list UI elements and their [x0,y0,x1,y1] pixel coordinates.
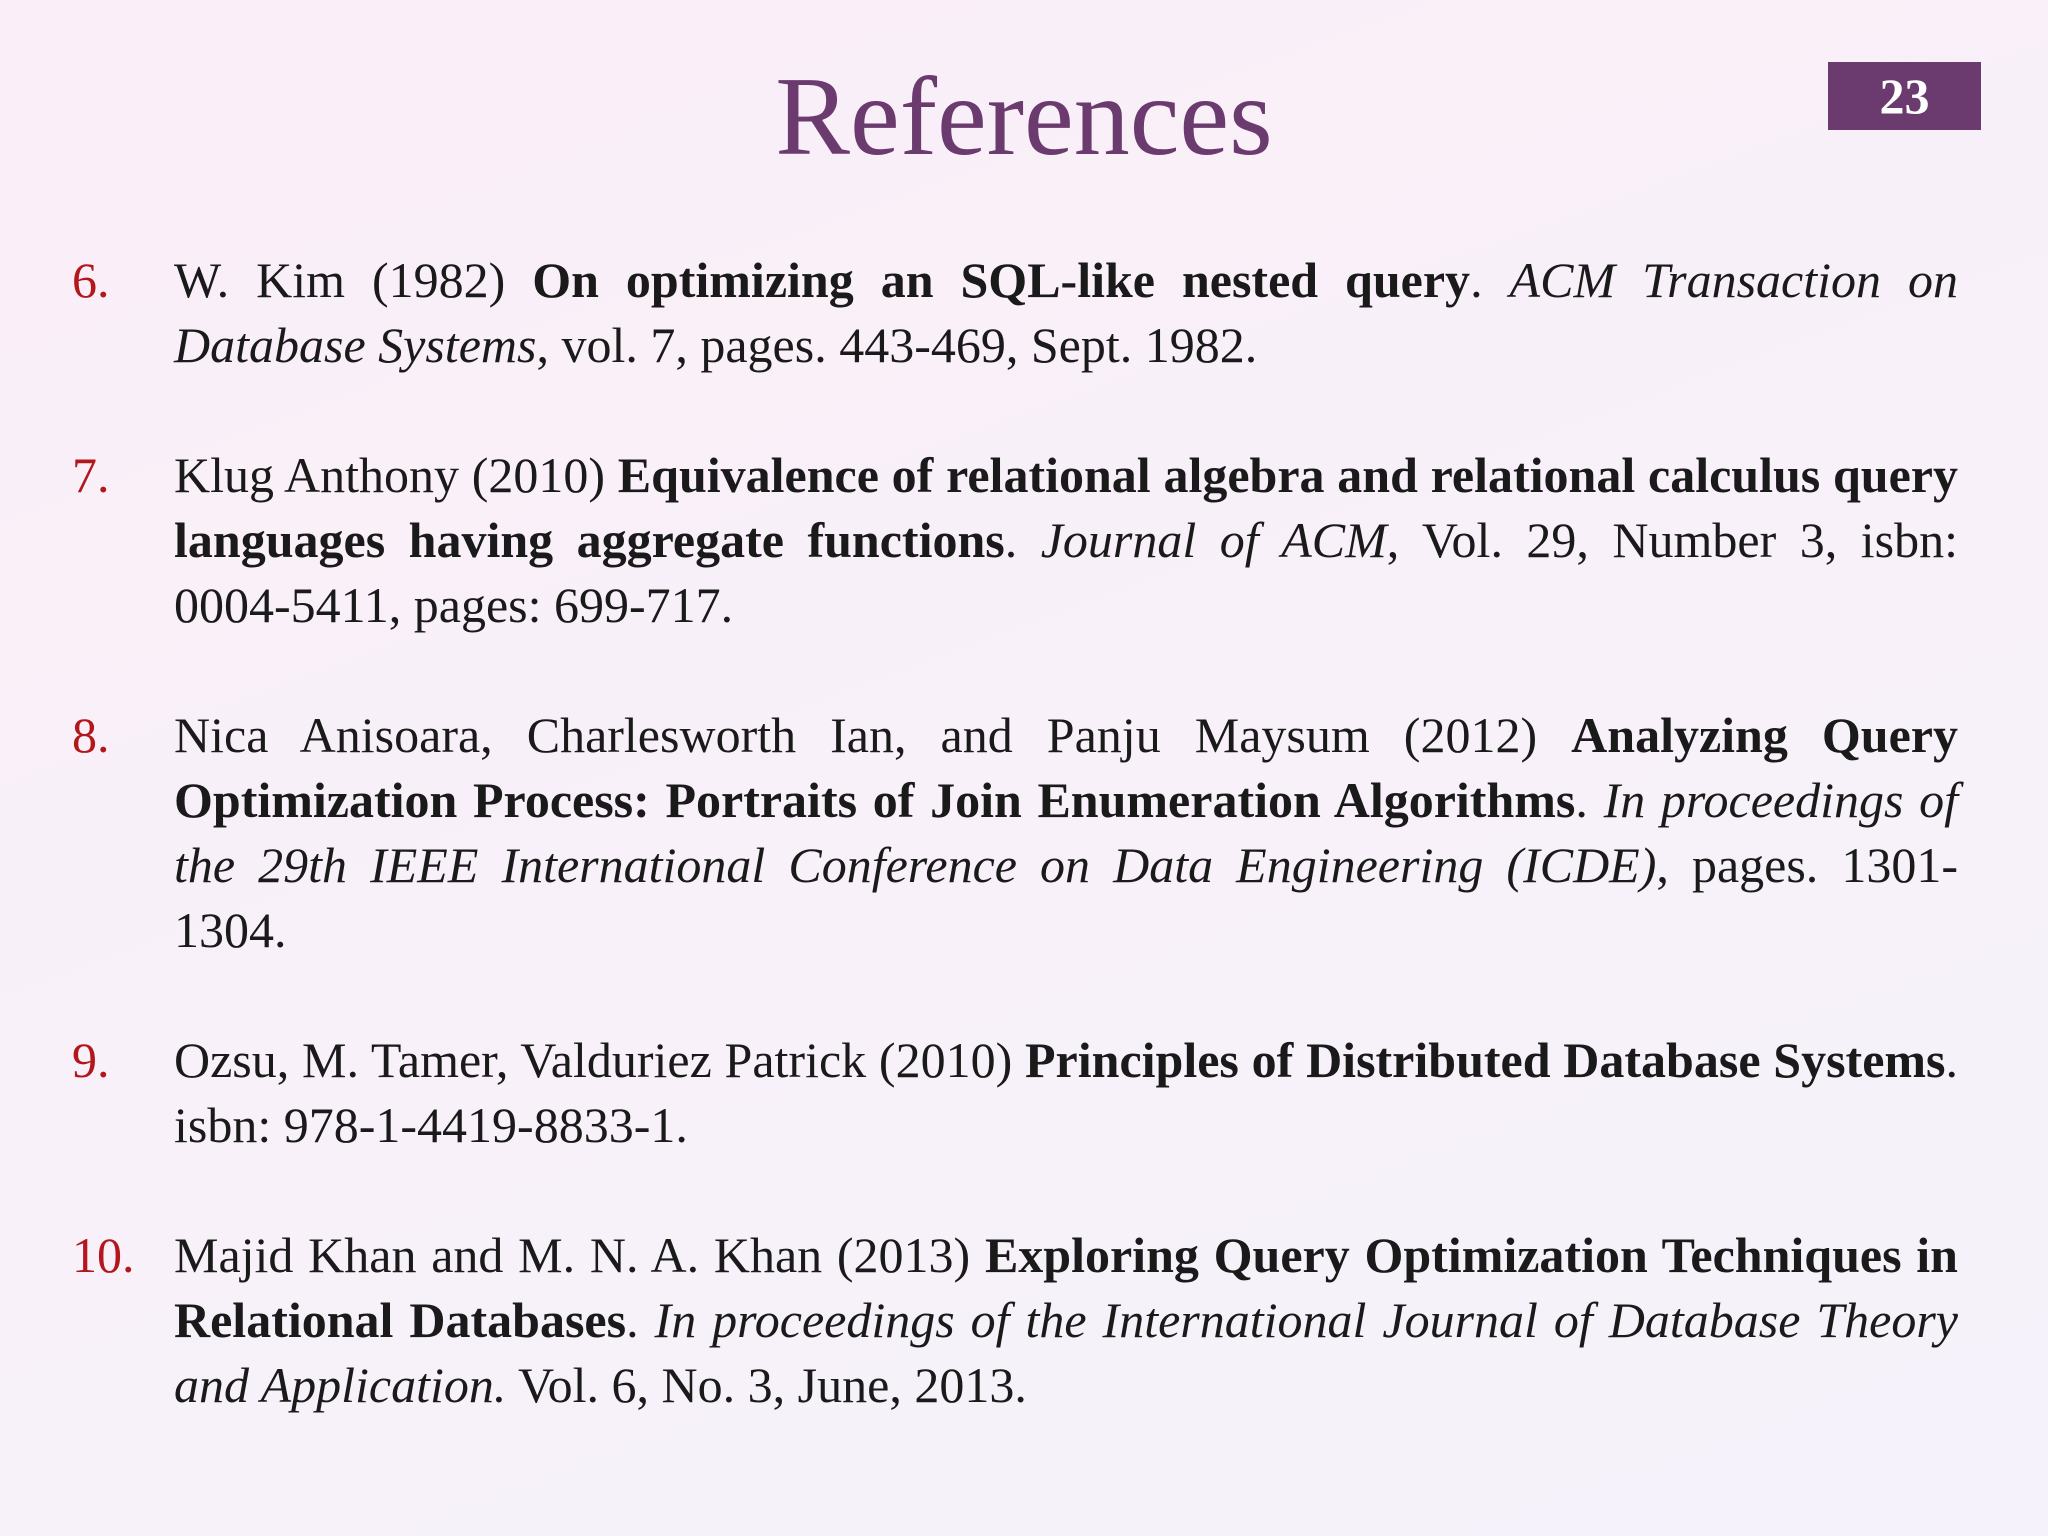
reference-number: 6. [72,252,110,308]
reference-item [72,1223,1958,1418]
page-number-badge: 23 [1828,62,1981,130]
reference-details: , pages. 1301-1304. [174,837,1958,958]
reference-number: 10. [72,1227,135,1283]
slide-title: References [775,55,1273,179]
reference-title: Exploring Query Optimization Techniques in Relational Databases [174,1227,1958,1348]
reference-item [72,443,1958,638]
reference-number: 7. [72,447,110,503]
reference-title: Principles of Distributed Database Systems [1025,1032,1946,1088]
reference-authors: Majid Khan and M. N. A. Khan (2013) [174,1227,985,1283]
reference-authors: Klug Anthony (2010) [174,447,618,503]
reference-item [72,703,1958,963]
reference-venue: Journal of ACM [1040,512,1387,568]
reference-item [72,248,1958,378]
reference-authors: W. Kim (1982) [174,252,533,308]
reference-details: isbn: 978-1-4419-8833-1. [174,1097,688,1153]
reference-title: Equivalence of relational algebra and relational calculus query languages having aggregate functions [174,447,1958,568]
reference-separator: . [626,1292,655,1348]
reference-item [72,1028,1958,1158]
reference-venue: ACM Transaction on Database Systems [174,252,1958,373]
reference-venue: In proceedings of the International Journal of Database Theory and Application. [174,1292,1959,1413]
reference-list [72,248,1958,1483]
reference-authors: Nica Anisoara, Charlesworth Ian, and Panju Maysum (2012) [174,707,1572,763]
reference-number: 8. [72,707,110,763]
reference-number: 9. [72,1032,110,1088]
reference-details: Vol. 6, No. 3, June, 2013. [506,1357,1027,1413]
reference-separator: . [1470,252,1510,308]
reference-details: , Vol. 29, Number 3, isbn: 0004-5411, pages: 699-717. [174,512,1958,633]
reference-separator: . [1945,1032,1958,1088]
reference-title: On optimizing an SQL-like nested query [532,252,1471,308]
reference-separator: . [1004,512,1041,568]
reference-separator: . [1575,772,1604,828]
reference-venue: In proceedings of the 29th IEEE International Conference on Data Engineering (ICDE) [174,772,1958,893]
reference-details: , vol. 7, pages. 443-469, Sept. 1982. [536,317,1258,373]
reference-title: Analyzing Query Optimization Process: Portraits of Join Enumeration Algorithms [174,707,1958,828]
reference-authors: Ozsu, M. Tamer, Valduriez Patrick (2010) [174,1032,1026,1088]
